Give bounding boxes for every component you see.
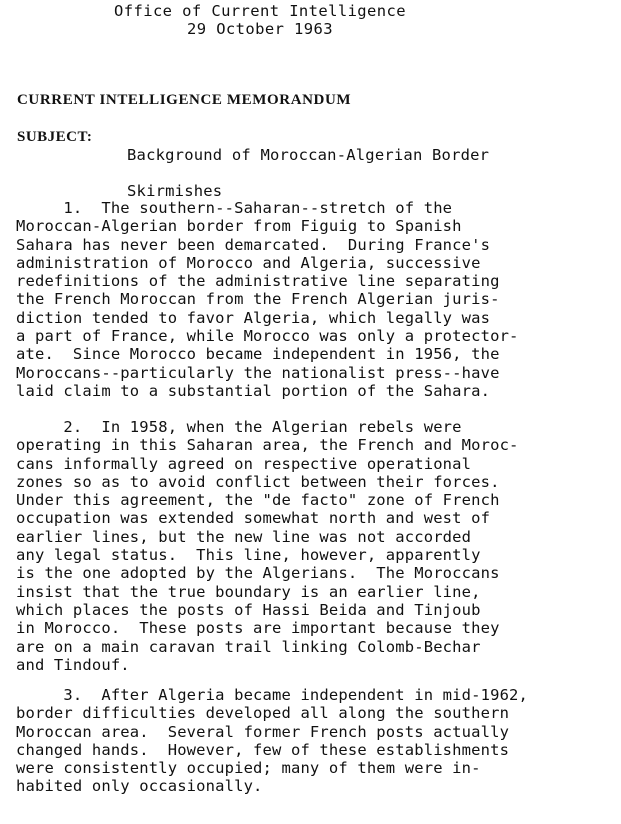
paragraph-1 xyxy=(16,199,616,400)
paragraph-line: diction tended to favor Algeria, which legally was xyxy=(16,308,491,327)
paragraph-line: Under this agreement, the "de facto" zone of French xyxy=(16,491,500,510)
paragraph-line: any legal status. This line, however, apparently xyxy=(16,546,481,565)
paragraph-line: Moroccans--particularly the nationalist press--have xyxy=(16,363,500,382)
paragraph-line: insist that the true boundary is an earlier line, xyxy=(16,582,481,601)
paragraph-line: 2. In 1958, when the Algerian rebels were xyxy=(16,418,462,436)
paragraph-line: were consistently occupied; many of them were in- xyxy=(16,759,481,778)
paragraph-line: in Morocco. These posts are important because they xyxy=(16,619,500,638)
paragraph-line: Moroccan area. Several former French posts actually xyxy=(16,722,510,741)
subject-text-line: Skirmishes xyxy=(127,182,223,200)
paragraph-line: occupation was extended somewhat north and west of xyxy=(16,509,491,528)
paragraph-line: ate. Since Morocco became independent in 1956, the xyxy=(16,345,500,364)
paragraph-line: 1. The southern--Saharan--stretch of the xyxy=(16,199,453,217)
paragraph-line: redefinitions of the administrative line separating xyxy=(16,272,500,291)
paragraph-line: cans informally agreed on respective operational xyxy=(16,454,472,473)
office-name: Office of Current Intelligence xyxy=(114,2,406,20)
paragraph-line: habited only occasionally. xyxy=(16,777,263,796)
paragraph-line: a part of France, while Morocco was only a protector- xyxy=(16,327,519,346)
document-date: 29 October 1963 xyxy=(187,20,333,38)
paragraph-line: is the one adopted by the Algerians. The Moroccans xyxy=(16,564,500,583)
paragraph-line: Sahara has never been demarcated. During France's xyxy=(16,235,491,254)
paragraph-line: which places the posts of Hassi Beida and Tinjoub xyxy=(16,600,481,619)
subject-text-line: Background of Moroccan-Algerian Border xyxy=(127,146,490,164)
paragraph-line: changed hands. However, few of these establishments xyxy=(16,740,510,759)
memo-title: CURRENT INTELLIGENCE MEMORANDUM xyxy=(17,92,352,108)
paragraph-line: the French Moroccan from the French Algerian juris- xyxy=(16,290,500,309)
paragraph-3 xyxy=(16,686,616,796)
paragraph-line: laid claim to a substantial portion of the Sahara. xyxy=(16,381,491,400)
paragraph-line: operating in this Saharan area, the French and Moroc- xyxy=(16,436,519,455)
paragraph-line: border difficulties developed all along the southern xyxy=(16,704,510,723)
paragraph-line: 3. After Algeria became independent in mid-1962, xyxy=(16,686,529,704)
paragraph-line: are on a main caravan trail linking Colomb-Bechar xyxy=(16,637,481,656)
paragraph-line: administration of Morocco and Algeria, successive xyxy=(16,253,481,272)
paragraph-line: and Tindouf. xyxy=(16,655,130,674)
subject-label: SUBJECT: xyxy=(17,129,93,145)
paragraph-line: zones so as to avoid conflict between their forces. xyxy=(16,472,500,491)
document-header xyxy=(0,2,520,38)
paragraph-line: Moroccan-Algerian border from Figuig to Spanish xyxy=(16,217,462,236)
paragraph-2 xyxy=(16,418,616,674)
paragraph-line: earlier lines, but the new line was not accorded xyxy=(16,527,472,546)
